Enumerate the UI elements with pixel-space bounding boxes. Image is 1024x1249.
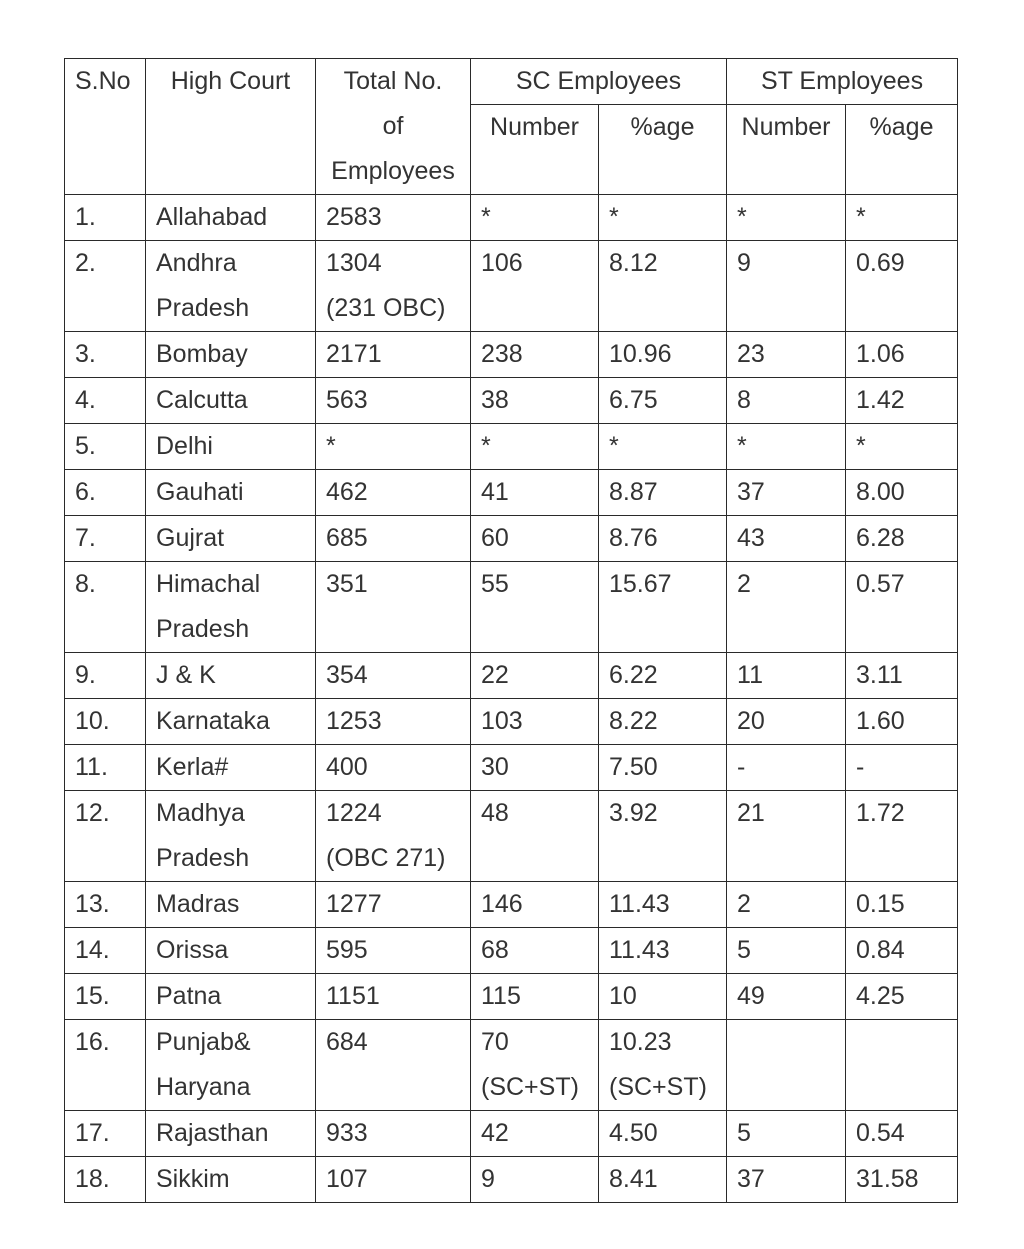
cell-high-court-line: Pradesh bbox=[156, 844, 250, 872]
cell-high-court bbox=[146, 195, 316, 241]
cell-sc-number bbox=[471, 653, 599, 699]
cell-sc-percentage-line: 8.76 bbox=[609, 524, 658, 552]
cell-high-court bbox=[146, 1157, 316, 1203]
cell-sc-percentage bbox=[599, 516, 727, 562]
cell-sc-percentage bbox=[599, 332, 727, 378]
cell-total bbox=[316, 470, 471, 516]
header-sno: S.No bbox=[65, 59, 146, 195]
header-total-line3: Employees bbox=[331, 157, 455, 185]
cell-total-line: 400 bbox=[326, 753, 368, 781]
cell-sc-number bbox=[471, 195, 599, 241]
cell-st-number: 8 bbox=[727, 378, 846, 424]
cell-total-line: 2583 bbox=[326, 203, 382, 231]
cell-sc-number-line: 38 bbox=[481, 386, 509, 414]
cell-sno: 4. bbox=[65, 378, 146, 424]
cell-sno: 18. bbox=[65, 1157, 146, 1203]
cell-high-court-line: Kerla# bbox=[156, 753, 229, 781]
cell-high-court-line: Gauhati bbox=[156, 478, 244, 506]
cell-high-court-line: Delhi bbox=[156, 432, 213, 460]
cell-total-line: 684 bbox=[326, 1028, 368, 1056]
cell-total-line: 1277 bbox=[326, 890, 382, 918]
cell-total bbox=[316, 424, 471, 470]
cell-st-percentage bbox=[846, 1020, 958, 1111]
cell-sc-number-line: 55 bbox=[481, 570, 509, 598]
table-row bbox=[65, 974, 958, 1020]
cell-sc-percentage bbox=[599, 974, 727, 1020]
cell-sc-number bbox=[471, 424, 599, 470]
cell-st-percentage: 31.58 bbox=[846, 1157, 958, 1203]
table-row bbox=[65, 1111, 958, 1157]
cell-total bbox=[316, 1020, 471, 1111]
cell-sc-percentage bbox=[599, 699, 727, 745]
cell-sc-number-line: 115 bbox=[481, 982, 521, 1010]
cell-st-percentage: * bbox=[846, 195, 958, 241]
cell-sno: 2. bbox=[65, 241, 146, 332]
cell-sc-number-line: 48 bbox=[481, 799, 509, 827]
cell-high-court-line: Andhra bbox=[156, 249, 237, 277]
cell-high-court-line: Haryana bbox=[156, 1073, 251, 1101]
cell-sc-percentage-line: 3.92 bbox=[609, 799, 658, 827]
cell-sc-percentage-line: 8.87 bbox=[609, 478, 658, 506]
cell-st-percentage: 6.28 bbox=[846, 516, 958, 562]
cell-total bbox=[316, 699, 471, 745]
cell-sc-percentage-line: 15.67 bbox=[609, 570, 672, 598]
cell-st-percentage: 1.60 bbox=[846, 699, 958, 745]
cell-sc-number-line: 68 bbox=[481, 936, 509, 964]
cell-st-number: 2 bbox=[727, 882, 846, 928]
cell-high-court-line: Calcutta bbox=[156, 386, 248, 414]
cell-high-court bbox=[146, 745, 316, 791]
court-word: & bbox=[233, 1028, 251, 1056]
cell-sc-number-line: 9 bbox=[481, 1165, 495, 1193]
cell-sc-number bbox=[471, 791, 599, 882]
cell-sc-percentage bbox=[599, 562, 727, 653]
cell-high-court-line: J & K bbox=[156, 661, 216, 689]
cell-high-court bbox=[146, 653, 316, 699]
cell-high-court bbox=[146, 974, 316, 1020]
cell-total-line: * bbox=[326, 432, 336, 460]
cell-total bbox=[316, 1111, 471, 1157]
table-row bbox=[65, 195, 958, 241]
cell-sc-percentage bbox=[599, 745, 727, 791]
cell-total bbox=[316, 653, 471, 699]
table-row bbox=[65, 562, 958, 653]
cell-high-court bbox=[146, 241, 316, 332]
cell-sno: 11. bbox=[65, 745, 146, 791]
cell-st-number: 37 bbox=[727, 1157, 846, 1203]
cell-sc-percentage-line: * bbox=[609, 432, 619, 460]
cell-total-line: 1253 bbox=[326, 707, 382, 735]
cell-sc-number-line: 70 bbox=[481, 1028, 509, 1056]
table-row bbox=[65, 791, 958, 882]
cell-high-court bbox=[146, 562, 316, 653]
table-row bbox=[65, 516, 958, 562]
cell-high-court-line: Madras bbox=[156, 890, 240, 918]
cell-st-number: - bbox=[727, 745, 846, 791]
cell-sc-percentage-line: 7.50 bbox=[609, 753, 658, 781]
table-row bbox=[65, 745, 958, 791]
cell-high-court-line: Orissa bbox=[156, 936, 229, 964]
cell-total bbox=[316, 791, 471, 882]
cell-sno: 14. bbox=[65, 928, 146, 974]
table-row bbox=[65, 699, 958, 745]
cell-st-number: * bbox=[727, 195, 846, 241]
cell-sc-percentage-line: * bbox=[609, 203, 619, 231]
cell-total bbox=[316, 882, 471, 928]
header-st-employees: ST Employees bbox=[727, 59, 958, 105]
table-row bbox=[65, 928, 958, 974]
cell-total bbox=[316, 378, 471, 424]
cell-st-percentage: 3.11 bbox=[846, 653, 958, 699]
cell-sc-number bbox=[471, 974, 599, 1020]
table-row bbox=[65, 882, 958, 928]
cell-high-court bbox=[146, 928, 316, 974]
table-row bbox=[65, 653, 958, 699]
cell-sno: 6. bbox=[65, 470, 146, 516]
cell-high-court-line: Madhya bbox=[156, 799, 245, 827]
cell-sno: 13. bbox=[65, 882, 146, 928]
cell-sc-percentage bbox=[599, 424, 727, 470]
header-sc-percentage: %age bbox=[599, 105, 727, 195]
header-st-percentage: %age bbox=[846, 105, 958, 195]
cell-high-court-line: Karnataka bbox=[156, 707, 270, 735]
cell-sc-percentage-line: 10 bbox=[609, 982, 637, 1010]
table-row bbox=[65, 241, 958, 332]
cell-st-number: 5 bbox=[727, 928, 846, 974]
cell-total-line: (231 OBC) bbox=[326, 294, 446, 322]
cell-sc-percentage-line: 11.43 bbox=[609, 936, 670, 964]
cell-high-court bbox=[146, 332, 316, 378]
table-header bbox=[65, 59, 958, 195]
cell-sc-number bbox=[471, 332, 599, 378]
cell-sno: 1. bbox=[65, 195, 146, 241]
table-row bbox=[65, 470, 958, 516]
cell-sno: 9. bbox=[65, 653, 146, 699]
cell-total-line: 933 bbox=[326, 1119, 368, 1147]
cell-total bbox=[316, 241, 471, 332]
cell-sc-number-line: * bbox=[481, 432, 491, 460]
cell-sc-number-line: 103 bbox=[481, 707, 523, 735]
cell-sno: 16. bbox=[65, 1020, 146, 1111]
header-total-employees bbox=[316, 59, 471, 195]
cell-sc-percentage-line: 6.75 bbox=[609, 386, 658, 414]
cell-high-court-line: Bombay bbox=[156, 340, 248, 368]
cell-sc-number bbox=[471, 882, 599, 928]
cell-high-court-line: Allahabad bbox=[156, 203, 268, 231]
cell-total-line: 354 bbox=[326, 661, 368, 689]
cell-high-court-line: Gujrat bbox=[156, 524, 225, 552]
cell-st-percentage: 1.42 bbox=[846, 378, 958, 424]
cell-sc-number bbox=[471, 928, 599, 974]
cell-sc-percentage bbox=[599, 882, 727, 928]
cell-sno: 8. bbox=[65, 562, 146, 653]
cell-sc-percentage-line: 8.41 bbox=[609, 1165, 658, 1193]
cell-st-number: 11 bbox=[727, 653, 846, 699]
cell-sc-percentage bbox=[599, 195, 727, 241]
cell-st-percentage: 4.25 bbox=[846, 974, 958, 1020]
table-row bbox=[65, 1020, 958, 1111]
cell-sc-number-line: 22 bbox=[481, 661, 509, 689]
cell-st-number: 2 bbox=[727, 562, 846, 653]
cell-sc-number bbox=[471, 1111, 599, 1157]
cell-total bbox=[316, 928, 471, 974]
cell-total-line: 685 bbox=[326, 524, 368, 552]
cell-sc-number bbox=[471, 562, 599, 653]
cell-total-line: 1224 bbox=[326, 799, 382, 827]
cell-total-line: 2171 bbox=[326, 340, 382, 368]
cell-st-number: 49 bbox=[727, 974, 846, 1020]
cell-total-line: 595 bbox=[326, 936, 368, 964]
cell-st-percentage: 1.06 bbox=[846, 332, 958, 378]
table-row bbox=[65, 1157, 958, 1203]
cell-high-court-line: Patna bbox=[156, 982, 222, 1010]
cell-sc-percentage bbox=[599, 653, 727, 699]
cell-st-number: 5 bbox=[727, 1111, 846, 1157]
table-row bbox=[65, 424, 958, 470]
table-body bbox=[65, 195, 958, 1203]
cell-st-percentage: 0.69 bbox=[846, 241, 958, 332]
cell-sc-percentage bbox=[599, 1157, 727, 1203]
cell-st-percentage: 1.72 bbox=[846, 791, 958, 882]
cell-high-court-line: Rajasthan bbox=[156, 1119, 269, 1147]
cell-st-percentage: - bbox=[846, 745, 958, 791]
cell-st-percentage: 8.00 bbox=[846, 470, 958, 516]
cell-high-court bbox=[146, 882, 316, 928]
cell-sc-number bbox=[471, 1020, 599, 1111]
cell-st-percentage: * bbox=[846, 424, 958, 470]
cell-total-line: (OBC 271) bbox=[326, 844, 446, 872]
cell-st-number: 37 bbox=[727, 470, 846, 516]
cell-total-line: 1304 bbox=[326, 249, 382, 277]
cell-total-line: 563 bbox=[326, 386, 368, 414]
header-sc-number: Number bbox=[471, 105, 599, 195]
court-word: Punjab bbox=[156, 1028, 234, 1056]
cell-total bbox=[316, 332, 471, 378]
cell-sc-number-line: 106 bbox=[481, 249, 523, 277]
cell-st-percentage: 0.57 bbox=[846, 562, 958, 653]
cell-sc-percentage-line: 8.12 bbox=[609, 249, 658, 277]
cell-sno: 17. bbox=[65, 1111, 146, 1157]
header-total-line1: Total No. bbox=[343, 67, 443, 95]
cell-sno: 3. bbox=[65, 332, 146, 378]
cell-sc-number bbox=[471, 378, 599, 424]
cell-sno: 12. bbox=[65, 791, 146, 882]
cell-st-number bbox=[727, 1020, 846, 1111]
cell-sc-number bbox=[471, 745, 599, 791]
cell-high-court bbox=[146, 424, 316, 470]
cell-st-percentage: 0.54 bbox=[846, 1111, 958, 1157]
cell-total bbox=[316, 1157, 471, 1203]
cell-sc-percentage bbox=[599, 1111, 727, 1157]
cell-total bbox=[316, 562, 471, 653]
cell-sc-number bbox=[471, 470, 599, 516]
cell-total bbox=[316, 195, 471, 241]
cell-high-court bbox=[146, 470, 316, 516]
cell-sc-percentage-line: 10.96 bbox=[609, 340, 672, 368]
cell-high-court bbox=[146, 516, 316, 562]
cell-total-line: 107 bbox=[326, 1165, 368, 1193]
cell-sc-percentage bbox=[599, 241, 727, 332]
cell-sc-number-line: 60 bbox=[481, 524, 509, 552]
cell-high-court bbox=[146, 378, 316, 424]
cell-sc-number-line: 42 bbox=[481, 1119, 509, 1147]
cell-sno: 15. bbox=[65, 974, 146, 1020]
cell-sc-percentage-line: 6.22 bbox=[609, 661, 658, 689]
cell-sc-percentage bbox=[599, 928, 727, 974]
cell-sc-number bbox=[471, 699, 599, 745]
cell-sc-percentage-line: (SC+ST) bbox=[609, 1073, 707, 1101]
cell-sc-percentage-line: 8.22 bbox=[609, 707, 658, 735]
cell-sc-percentage bbox=[599, 1020, 727, 1111]
cell-high-court bbox=[146, 791, 316, 882]
header-total-line2: of bbox=[382, 112, 404, 140]
cell-st-number: * bbox=[727, 424, 846, 470]
cell-total-line: 1151 bbox=[326, 982, 380, 1010]
cell-high-court-line: Sikkim bbox=[156, 1165, 230, 1193]
cell-high-court-line: Pradesh bbox=[156, 615, 250, 643]
cell-sc-number-line: * bbox=[481, 203, 491, 231]
cell-sc-percentage-line: 11.43 bbox=[609, 890, 670, 918]
cell-sc-percentage bbox=[599, 791, 727, 882]
cell-high-court bbox=[146, 699, 316, 745]
cell-sno: 5. bbox=[65, 424, 146, 470]
employees-table bbox=[64, 58, 958, 1203]
cell-total-line: 462 bbox=[326, 478, 368, 506]
cell-high-court bbox=[146, 1020, 316, 1111]
cell-sc-percentage-line: 4.50 bbox=[609, 1119, 658, 1147]
cell-sc-number-line: 238 bbox=[481, 340, 523, 368]
cell-sc-percentage-line: 10.23 bbox=[609, 1028, 672, 1056]
cell-sno: 10. bbox=[65, 699, 146, 745]
header-sc-employees: SC Employees bbox=[471, 59, 727, 105]
cell-high-court-line: Himachal bbox=[156, 570, 261, 598]
header-st-number: Number bbox=[727, 105, 846, 195]
table-row bbox=[65, 378, 958, 424]
cell-sc-percentage bbox=[599, 470, 727, 516]
cell-st-number: 43 bbox=[727, 516, 846, 562]
cell-total-line: 351 bbox=[326, 570, 368, 598]
header-high-court: High Court bbox=[146, 59, 316, 195]
cell-high-court-line bbox=[156, 1020, 315, 1065]
cell-total bbox=[316, 745, 471, 791]
cell-st-number: 23 bbox=[727, 332, 846, 378]
cell-sc-number bbox=[471, 241, 599, 332]
cell-sc-percentage bbox=[599, 378, 727, 424]
cell-high-court bbox=[146, 1111, 316, 1157]
cell-sc-number bbox=[471, 1157, 599, 1203]
cell-sc-number bbox=[471, 516, 599, 562]
cell-total bbox=[316, 974, 471, 1020]
cell-sno: 7. bbox=[65, 516, 146, 562]
cell-st-percentage: 0.84 bbox=[846, 928, 958, 974]
cell-st-number: 21 bbox=[727, 791, 846, 882]
cell-st-number: 9 bbox=[727, 241, 846, 332]
cell-sc-number-line: 41 bbox=[481, 478, 509, 506]
cell-high-court-line: Pradesh bbox=[156, 294, 250, 322]
cell-sc-number-line: 30 bbox=[481, 753, 509, 781]
cell-st-number: 20 bbox=[727, 699, 846, 745]
cell-st-percentage: 0.15 bbox=[846, 882, 958, 928]
table-row bbox=[65, 332, 958, 378]
cell-sc-number-line: 146 bbox=[481, 890, 523, 918]
cell-total bbox=[316, 516, 471, 562]
cell-sc-number-line: (SC+ST) bbox=[481, 1073, 579, 1101]
